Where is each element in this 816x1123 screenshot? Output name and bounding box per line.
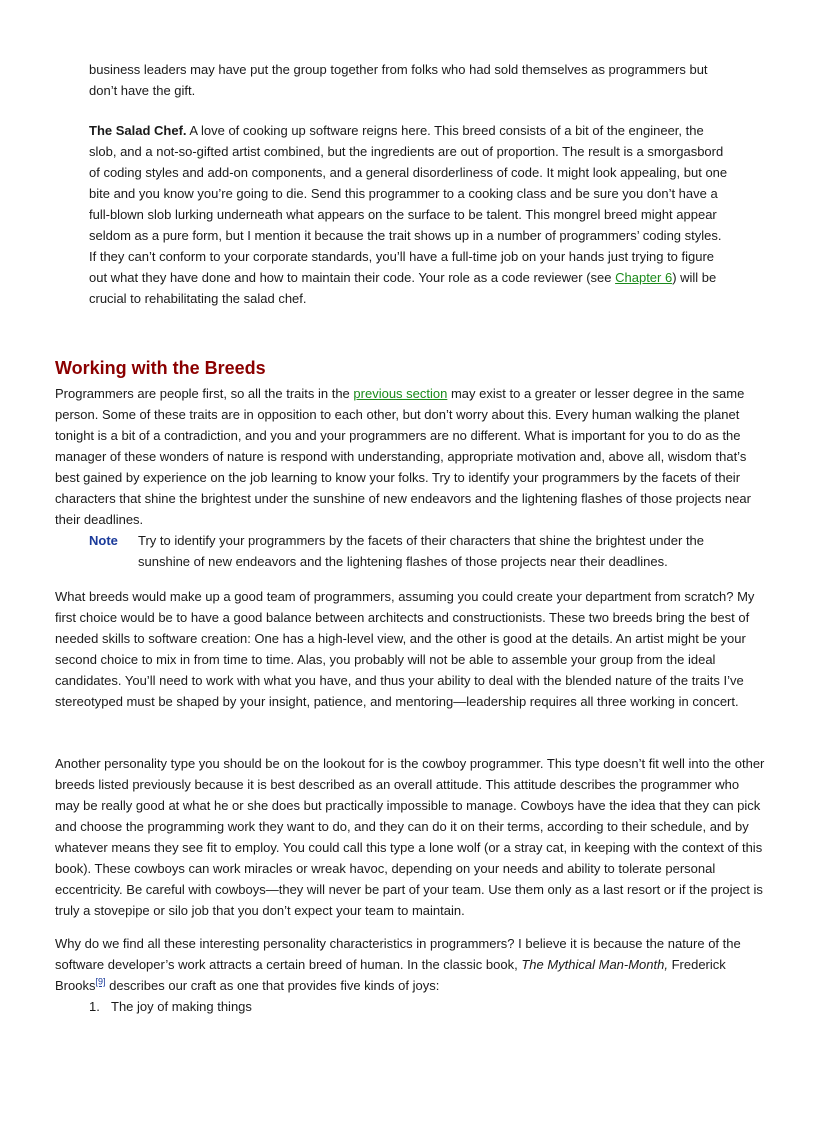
- salad-chef-text: A love of cooking up software reigns here. This breed consists of a bit of the engineer, the slob, and a not-so-gifted artist combined, but the ingredients are out of proportion. The result is a smorgasbord of coding styles and add-on components, and a general disorderliness of code. It might look appealing, but one bite and you know you’re going to die. Send this programmer to a cooking class and be sure you don’t have a full-blown slob lurking underneath what appears on the surface to be talent. This mongrel breed might appear seldom as a pure form, but I mention it because the trait shows up in a number of programmers’ coding styles. If they can’t conform to your corporate standards, you’ll have a full-time job on your hands just trying to figure out what they have done and how to maintain their code. Your role as a code reviewer (see: [89, 123, 728, 285]
- joys-paragraph-text-end: describes our craft as one that provides five kinds of joys:: [105, 978, 440, 993]
- author-name: Frederick Brooks: [55, 957, 726, 993]
- list-item-text: The joy of making things: [111, 999, 252, 1014]
- chapter-6-link[interactable]: Chapter 6: [615, 270, 673, 285]
- salad-chef-paragraph: [89, 120, 729, 309]
- salad-chef-text-end: ) will be crucial to rehabilitating the salad chef.: [89, 270, 717, 306]
- previous-section-link[interactable]: previous section: [353, 386, 448, 401]
- breeds-paragraph-1: [55, 383, 767, 530]
- list-item: [89, 996, 729, 1017]
- joys-list: [89, 996, 729, 1017]
- note-text: Try to identify your programmers by the facets of their characters that shine the brightest under the sunshine of new endeavors and the lightening flashes of those projects near their deadlines.: [138, 533, 705, 569]
- breeds-paragraph-1-text: Programmers are people first, so all the traits in the: [55, 386, 354, 401]
- cowboy-paragraph: Another personality type you should be on the lookout for is the cowboy programmer. This type doesn’t fit well into the other breeds listed previously because it is best described as an overall attitude. This attitude describes the programmer who may be really good at what he or she does but practically impossible to manage. Cowboys have the idea that they can pick and choose the programming work they want to do, and they can do it on their terms, according to their schedule, and by whatever means they see fit to employ. You could call this type a lone wolf (or a stray cat, in keeping with the context of this book). These cowboys can work miracles or wreak havoc, depending on your needs and ability to tolerate personal eccentricity. Be careful with cowboys—they will never be part of your team. Use them only as a last resort or if the project is truly a stovepipe or silo job that you don’t expect your team to maintain.: [55, 756, 765, 918]
- note-label: Note: [89, 533, 118, 548]
- book-title: The Mythical Man-Month,: [521, 957, 668, 972]
- footnote-9-link[interactable]: [9]: [95, 976, 106, 987]
- section-heading: Working with the Breeds: [55, 358, 266, 378]
- joys-paragraph-text: Why do we find all these interesting personality characteristics in programmers? I believe it is because the nature of the software developer’s work attracts a certain breed of human. In the classic book,: [55, 936, 741, 972]
- joys-paragraph: [55, 933, 767, 996]
- breeds-paragraph-2: What breeds would make up a good team of programmers, assuming you could create your department from scratch? My first choice would be to have a good balance between architects and constructionists. These two breeds bring the best of needed skills to software creation: One has a high-level view, and the other is good at the details. An artist might be your second choice to mix in from time to time. Alas, you probably will not be able to assemble your group from the ideal candidates. You’ll need to work with what you have, and thus your ability to deal with the blended nature of the traits I’ve stereotyped must be shaped by your insight, patience, and mentoring—leadership requires all three working in concert.: [55, 589, 755, 709]
- salad-chef-title: The Salad Chef.: [89, 123, 187, 138]
- intro-continuation: business leaders may have put the group together from folks who had sold themselves as programmers but don’t have the gift.: [89, 62, 708, 98]
- footnote-marker: [95, 977, 105, 987]
- list-item-number: 1.: [89, 999, 100, 1014]
- breeds-paragraph-1-text-end: may exist to a greater or lesser degree in the same person. Some of these traits are in opposition to each other, but don’t worry about this. Every human walking the planet tonight is a bit of a contradiction, and you and your programmers are no different. What is important for you to do as the manager of these wonders of nature is respond with understanding, appropriate motivation and, above all, wisdom that’s best gained by experience on the job learning to know your folks. Try to identify your programmers by the facets of their characters that shine the brightest under the sunshine of new endeavors and the lightening flashes of those projects near their deadlines.: [55, 386, 751, 527]
